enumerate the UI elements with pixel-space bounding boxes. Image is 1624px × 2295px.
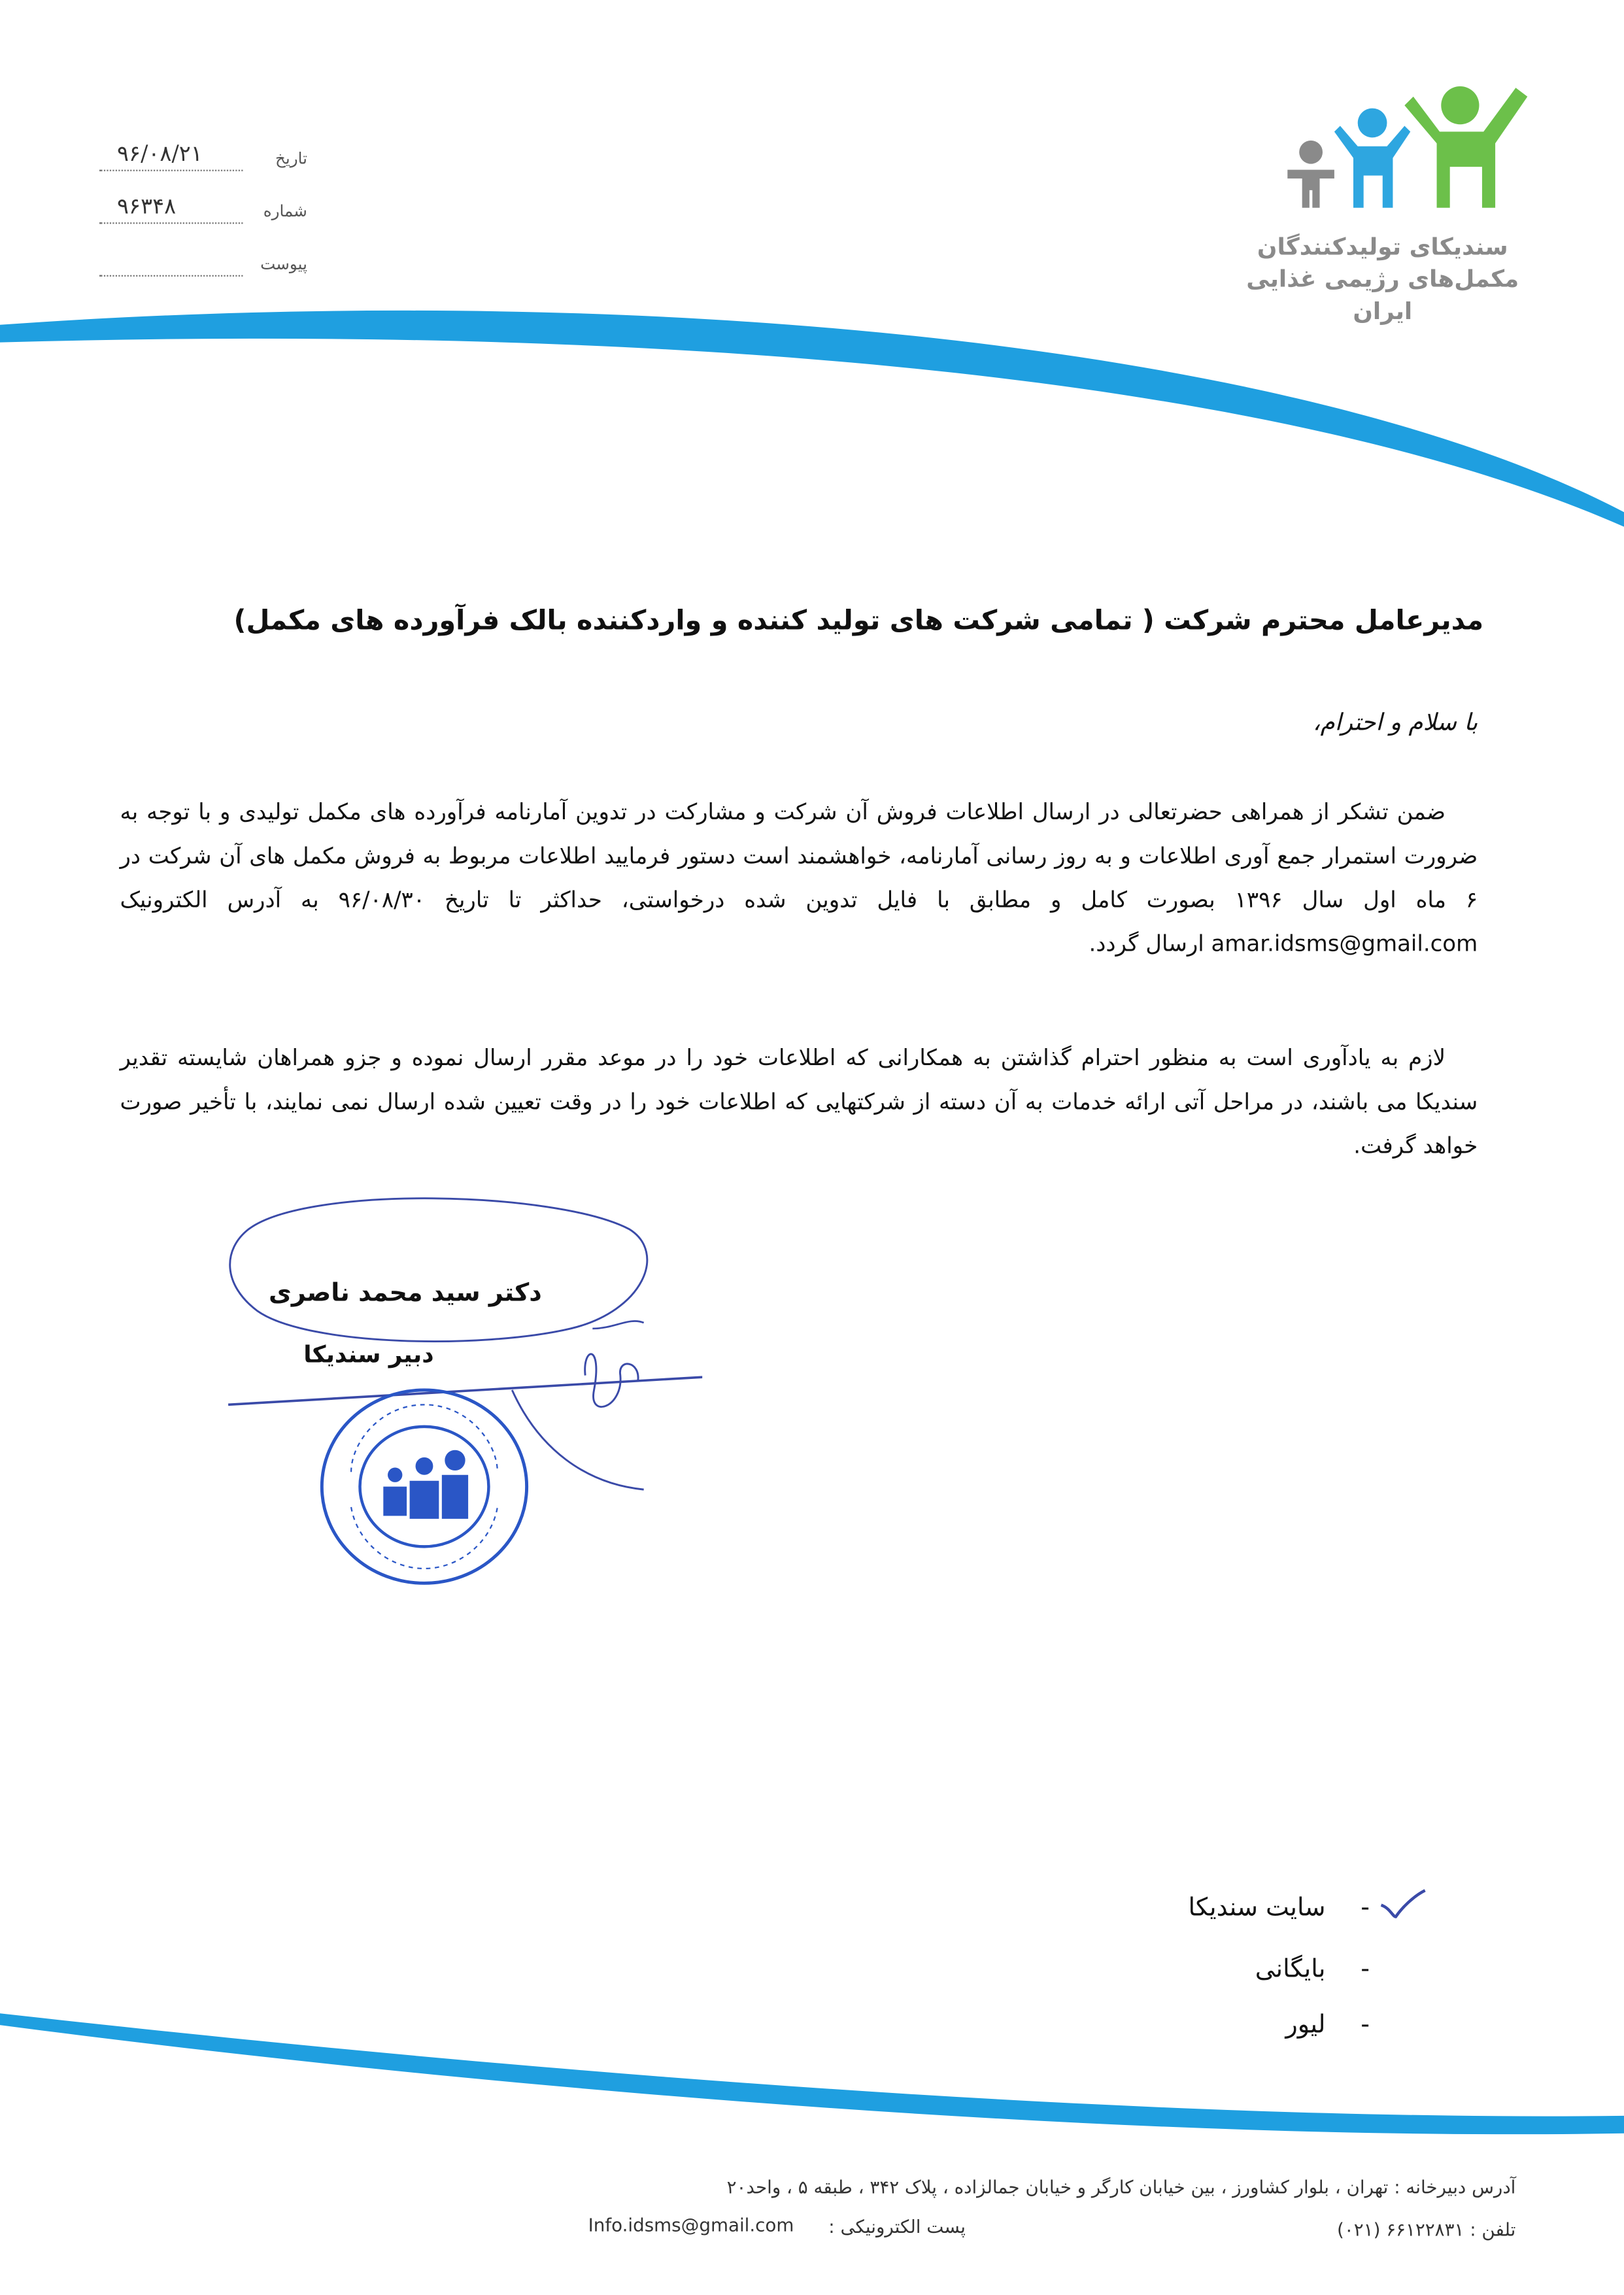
checkmark-icon (1378, 1888, 1428, 1920)
distribution-label-1: سایت سندیکا (1188, 1893, 1326, 1923)
logo-line-1: سندیکای تولیدکنندگان (1257, 232, 1508, 261)
distribution-dash-1: - (1361, 1893, 1370, 1923)
number-dotted-line (99, 222, 243, 224)
number-label: شماره (263, 201, 307, 221)
attachment-dotted-line (99, 275, 243, 277)
official-stamp-icon (316, 1384, 532, 1589)
footer-email: Info.idsms@gmail.com (588, 2213, 794, 2236)
date-label: تاریخ (275, 149, 307, 169)
paragraph-1 (120, 790, 1478, 1010)
signatory-title: دبیر سندیکا (303, 1340, 434, 1368)
footer-address: آدرس دبیرخانه : تهران ، بلوار کشاورز ، بین خیابان کارگر و خیابان جمالزاده ، پلاک ۳۴۲ ، طبقه ۵ ، واحد۲۰ (726, 2175, 1516, 2198)
date-value: ۹۶/۰۸/۲۱ (117, 140, 203, 167)
attachment-label: پیوست (260, 254, 307, 274)
distribution-dash-2: - (1361, 1954, 1370, 1984)
footer-email-label: پست الکترونیکی : (828, 2215, 966, 2237)
footer-phone: تلفن : ۶۶۱۲۲۸۳۱ (۰۲۱) (1337, 2218, 1516, 2241)
header-wave-band (0, 293, 1624, 527)
footer-wave-band (0, 2007, 1624, 2168)
signatory-name: دکتر سید محمد ناصری (268, 1278, 542, 1308)
number-value: ۹۶۳۴۸ (117, 193, 177, 220)
paragraph-1-text: ضمن تشکر از همراهی حضرتعالی در ارسال اطلاعات فروش آن شرکت و مشارکت در تدوین آمارنامه فرآورده های مکمل تولیدی و با توجه به ضرورت استمرار جمع آوری اطلاعات و به روز رسانی آمارنامه، خواهشمند است دستور فرمایید اطلاعات مربوط به فروش مکمل های آن شرکت در ۶ ماه اول سال ۱۳۹۶ بصورت کامل و مطابق با فایل تدوین شده درخواستی، حداکثر تا تاریخ ۹۶/۰۸/۳۰ به آدرس الکترونیک amar.idsms@gmail.com ارسال گردد. (120, 798, 1478, 957)
distribution-label-2: بایگانی (1255, 1954, 1326, 1984)
attachment-field (88, 252, 307, 281)
date-dotted-line (99, 170, 243, 171)
greeting: با سلام و احترام، (1313, 708, 1478, 736)
number-field (88, 193, 307, 228)
paragraph-2-text: لازم به یادآوری است به منظور احترام گذاشتن به همکارانی که اطلاعات خود را در موعد مقرر ارسال نموده و جزو همراهان شایسته تقدیر سندیکا می باشند، در مراحل آتی ارائه خدمات به آن دسته از شرکتهایی که اطلاعات خود را در وقت تعیین شده ارسال نمی نمایند، با تأخیر صورت خواهد گرفت. (120, 1044, 1478, 1159)
logo-line-2: مکمل‌های رژیمی غذایی (1246, 265, 1519, 293)
recipient-heading: مدیرعامل محترم شرکت ( تمامی شرکت های تولید کننده و واردکننده بالک فرآورده های مکمل) (233, 605, 1484, 637)
logo-line-3: ایران (1353, 297, 1413, 325)
syndicate-logo-figures-icon (1276, 73, 1553, 220)
distribution-label-3: لیور (1285, 2010, 1326, 2040)
date-field (88, 140, 307, 176)
distribution-dash-3: - (1361, 2010, 1370, 2040)
